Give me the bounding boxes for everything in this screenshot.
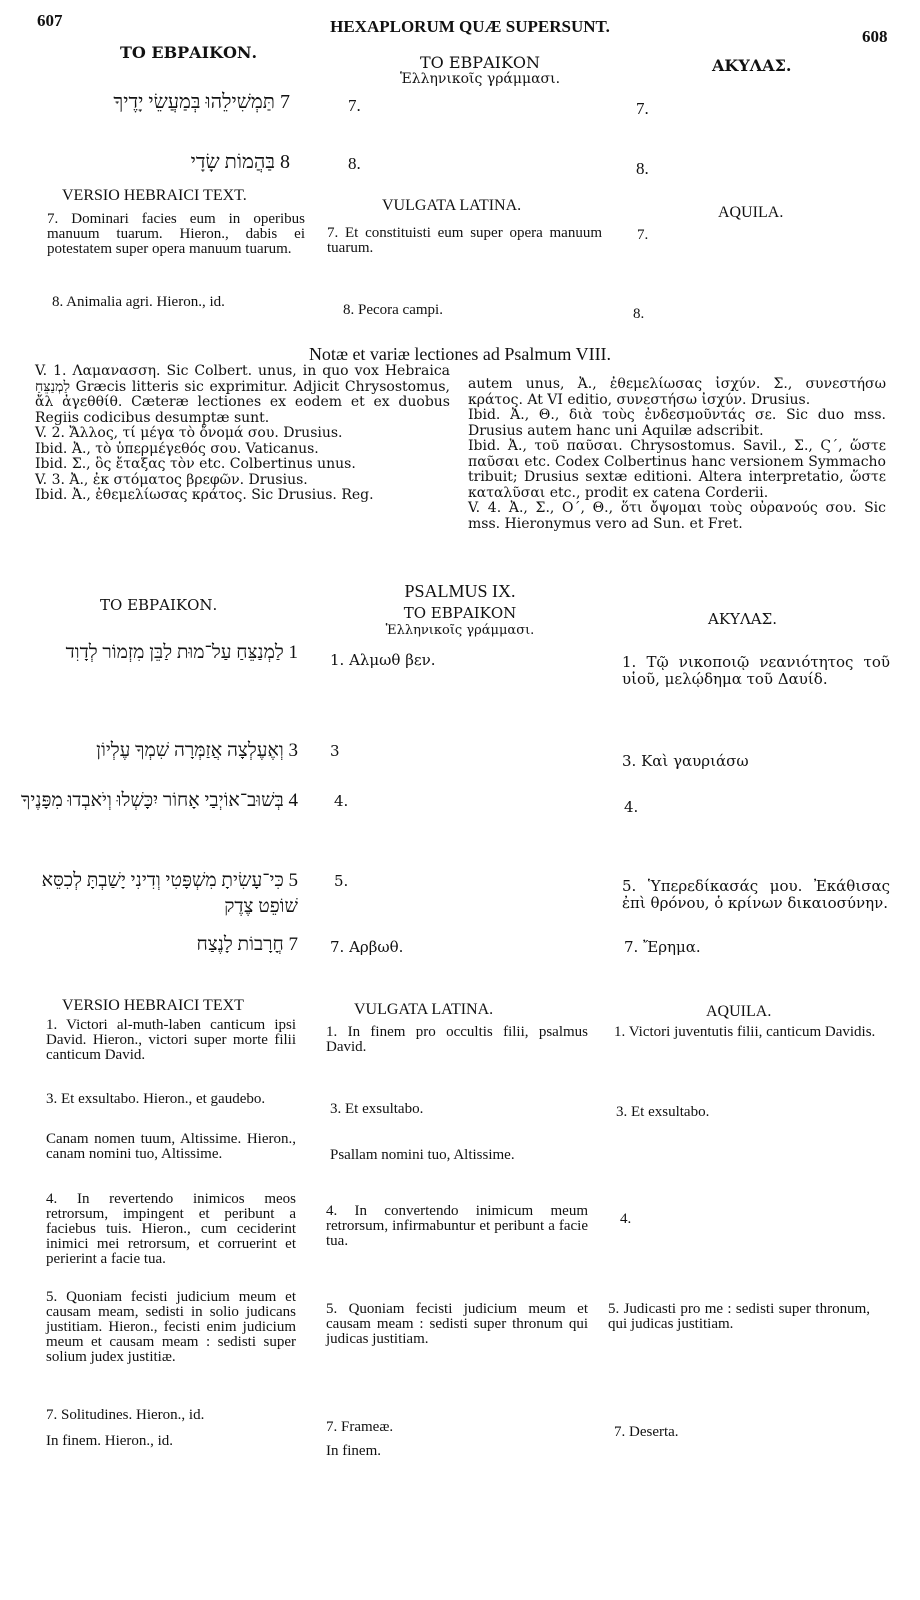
versio-verse-3b: Canam nomen tuum, Altissime. Hieron., canam nomini tuo, Altissime. [46, 1131, 296, 1162]
note-paragraph: Ibid. Σ., ὃς ἔταξας τὸν etc. Colbertinus unus. [35, 456, 356, 472]
aquila-latin-verse-8: 8. [633, 306, 645, 322]
versio-hebraici-header: VERSIO HEBRAICI TEXT. [62, 187, 247, 204]
aquila-latin-header: AQUILA. [718, 204, 784, 221]
note-paragraph: V. 4. Ἀ., Σ., Ο΄, Θ., ὅτι ὄψομαι τοὺς οὐρανούς σου. Sic mss. Hieronymus vero ad Sun. et Fret. [468, 500, 886, 532]
vulgata-verse-3b: Psallam nomini tuo, Altissime. [330, 1147, 515, 1163]
vulgata-verse-5: 5. Quoniam fecisti judicium meum et causam meam : sedisti super thronum qui judicas justitiam. [326, 1301, 588, 1347]
hebrew-verse-1: 1 לַמְנַצֵּחַ עַל־מוּת לַבֵּן מִזְמוֹר לְדָוִד [65, 642, 298, 663]
note-paragraph: V. 3. Ἀ., ἐκ στόματος βρεφῶν. Drusius. [35, 471, 308, 488]
aquila-latin-verse-7: 7. Deserta. [614, 1424, 679, 1440]
vulgata-in-finem: In finem. [326, 1443, 381, 1459]
psalm-vulgata-header: VULGATA LATINA. [354, 1001, 494, 1018]
vulgata-verse-4: 4. In convertendo inimicum meum retrorsum, infirmabuntur et peribunt a facie tua. [326, 1203, 588, 1249]
psalm-title: PSALMUS IX. [404, 581, 516, 601]
vulgata-verse-1: 1. In finem pro occultis filii, psalmus David. [326, 1024, 588, 1055]
psalm-aquila-column-header: ΑΚΥΛΑΣ. [708, 610, 777, 628]
aquila-latin-verse-4: 4. [620, 1211, 632, 1227]
aquila-verse-4: 4. [624, 798, 639, 816]
transliteration-verse-7: 7. [348, 96, 361, 115]
psalm-hebrew-column-header: TO ΕΒΡΑΙΚΟΝ. [100, 596, 218, 614]
aquila-verse-7: 7. [636, 99, 649, 118]
aquila-verse-3: 3. Καὶ γαυριάσω [622, 752, 749, 770]
versio-verse-7: 7. Solitudines. Hieron., id. [46, 1407, 205, 1423]
aquila-latin-verse-3: 3. Et exsultabo. [616, 1104, 710, 1120]
vulgata-verse-7: 7. Et constituisti eum super opera manuum tuarum. [327, 225, 602, 256]
vulgata-verse-3: 3. Et exsultabo. [330, 1101, 424, 1117]
notes-title: Notæ et variæ lectiones ad Psalmum VIII. [308, 344, 612, 364]
hebrew-verse-5: 5 כִּי־עָשִׂיתָ מִשְׁפָּטִי וְדִינִי יָשַׁבְתָּ לְכִסֵּא שׁוֹפֵט צֶדֶק [41, 870, 298, 917]
note-paragraph: V. 2. Ἄλλος, τί μέγα τὸ ὄνομά σου. Drusius. [35, 425, 343, 441]
versio-hebraici-verse-7: 7. Dominari facies eum in operibus manuum tuarum. Hieron., dabis ei potestatem super opera manuum tuarum. [47, 211, 305, 257]
psalm-transliteration-header: TO ΕΒΡΑΙΚΟΝ [403, 604, 517, 622]
hebrew-column-header: TO ΕΒΡΑΙΚΟΝ. [120, 43, 258, 62]
hebrew-verse-4: 4 בְּשׁוּב־אוֹיְבַי אָחוֹר יִכָּשְׁלוּ וְיֹאבְדוּ מִפָּנֶיךָ [21, 790, 298, 811]
versio-verse-5: 5. Quoniam fecisti judicium meum et causam meam, sedisti in solio judicans justitiam. Hieron., fecisti enim judicium meum et causam meam : sedisti super solium judex justitiæ. [46, 1289, 296, 1365]
page-number-right: 608 [862, 27, 888, 46]
psalm-versio-hebraici-header: VERSIO HEBRAICI TEXT [62, 997, 244, 1014]
hebrew-verse-7: 7 חֳרָבוֹת לָנֶצַח [196, 934, 298, 955]
versio-verse-1: 1. Victori al-muth-laben canticum ipsi David. Hieron., victori super morte filii canticum David. [46, 1017, 296, 1063]
transliteration-verse-1: 1. Αλμωθ βεν. [330, 651, 436, 669]
hebrew-verse-8: 8 בַּהֲמוֹת שָׂדָי [190, 151, 290, 173]
hebrew-verse-7: 7 תַּמְשִׁילֵהוּ בְּמַעֲשֵׂי יָדֶיךָ [113, 91, 290, 113]
versio-verse-3: 3. Et exsultabo. Hieron., et gaudebo. [46, 1091, 266, 1107]
aquila-verse-7: 7. Ἔρημα. [624, 938, 701, 956]
transliteration-verse-8: 8. [348, 154, 361, 173]
note-paragraph: Ibid. Ἀ., τὸ ὑπερμέγεθός σου. Vaticanus. [35, 440, 319, 457]
transliteration-column-header: TO ΕΒΡΑΙΚΟΝ [419, 53, 541, 72]
transliteration-column-subheader: Ἑλληνικοῖς γράμμασι. [399, 71, 561, 87]
transliteration-verse-4: 4. [334, 792, 349, 810]
notes-right-column [468, 377, 886, 532]
versio-verse-4: 4. In revertendo inimicos meos retrorsum, impingent et peribunt a faciebus tuis. Hieron., cum ceciderint inimici mei retrorsum, et corruerint et perierint a facie tua. [46, 1191, 296, 1267]
vulgata-header: VULGATA LATINA. [382, 197, 522, 214]
notes-left-column [35, 364, 450, 504]
note-paragraph: autem unus, Ἀ., ἐθεμελίωσας ἰσχύν. Σ., συνεστήσω κράτος. At VI editio, συνεστήσω ἰσχύν. Drusius. [468, 376, 886, 408]
aquila-verse-1: 1. Τῷ νικοποιῷ νεανιότητος τοῦ υἱοῦ, μελῴδημα τοῦ Δαυίδ. [622, 653, 890, 688]
vulgata-verse-7: 7. Frameæ. [326, 1419, 394, 1435]
note-paragraph: Ibid. Ἀ., ἐθεμελίωσας κράτος. Sic Drusius. Reg. [35, 487, 374, 503]
transliteration-verse-7: 7. Αρβωθ. [330, 938, 404, 956]
page-number-left: 607 [37, 11, 63, 30]
aquila-latin-verse-5: 5. Judicasti pro me : sedisti super thronum, qui judicas justitiam. [608, 1301, 870, 1332]
versio-in-finem: In finem. Hieron., id. [46, 1433, 174, 1449]
aquila-verse-8: 8. [636, 159, 649, 178]
note-paragraph: V. 1. Λαμανασση. Sic Colbert. unus, in quo vox Hebraica לַמְנַצֵּחַ Græcis litteris sic exprimitur. Adjicit Chrysostomus, ἄλ ἀγεθθίθ. Cæteræ lectiones ex eodem et ex duobus Regiis codicibus desumptæ sunt. [35, 363, 450, 426]
note-paragraph: Ibid. Ἀ., τοῦ παῦσαι. Chrysostomus. Savil., Σ., Ϛ΄, ὥστε παῦσαι etc. Codex Colbertinus hanc versionem Symmacho tribuit; Drusius sextæ editioni. Altera interpretatio, ὥστε καταλῦσαι etc., prodit ex catena Corderii. [468, 438, 886, 501]
versio-hebraici-verse-8: 8. Animalia agri. Hieron., id. [52, 294, 225, 310]
psalm-transliteration-subheader: Ἑλληνικοῖς γράμμασι. [385, 623, 535, 638]
vulgata-verse-8: 8. Pecora campi. [343, 302, 443, 318]
running-title: HEXAPLORUM QUÆ SUPERSUNT. [330, 17, 610, 36]
transliteration-verse-5: 5. [334, 872, 349, 890]
transliteration-verse-3: 3 [330, 742, 340, 760]
psalm-aquila-latin-header: AQUILA. [706, 1003, 772, 1020]
aquila-verse-5: 5. Ὑπερεδίκασάς μου. Ἐκάθισας ἐπὶ θρόνου, ὁ κρίνων δικαιοσύνην. [622, 877, 890, 912]
aquila-latin-verse-7: 7. [637, 227, 649, 243]
aquila-column-header: ΑΚΥΛΑΣ. [712, 56, 792, 75]
aquila-latin-verse-1: 1. Victori juventutis filii, canticum Davidis. [614, 1024, 876, 1040]
note-paragraph: Ibid. Ἀ., Θ., διὰ τοὺς ἐνδεσμοῦντάς σε. Sic duo mss. Drusius autem hanc uni Aquilæ adscribit. [468, 407, 886, 439]
hebrew-verse-3: 3 וְאֶעֶלְצָה אֲזַמְּרָה שִׁמְךָ עֶלְיוֹן [96, 740, 298, 761]
